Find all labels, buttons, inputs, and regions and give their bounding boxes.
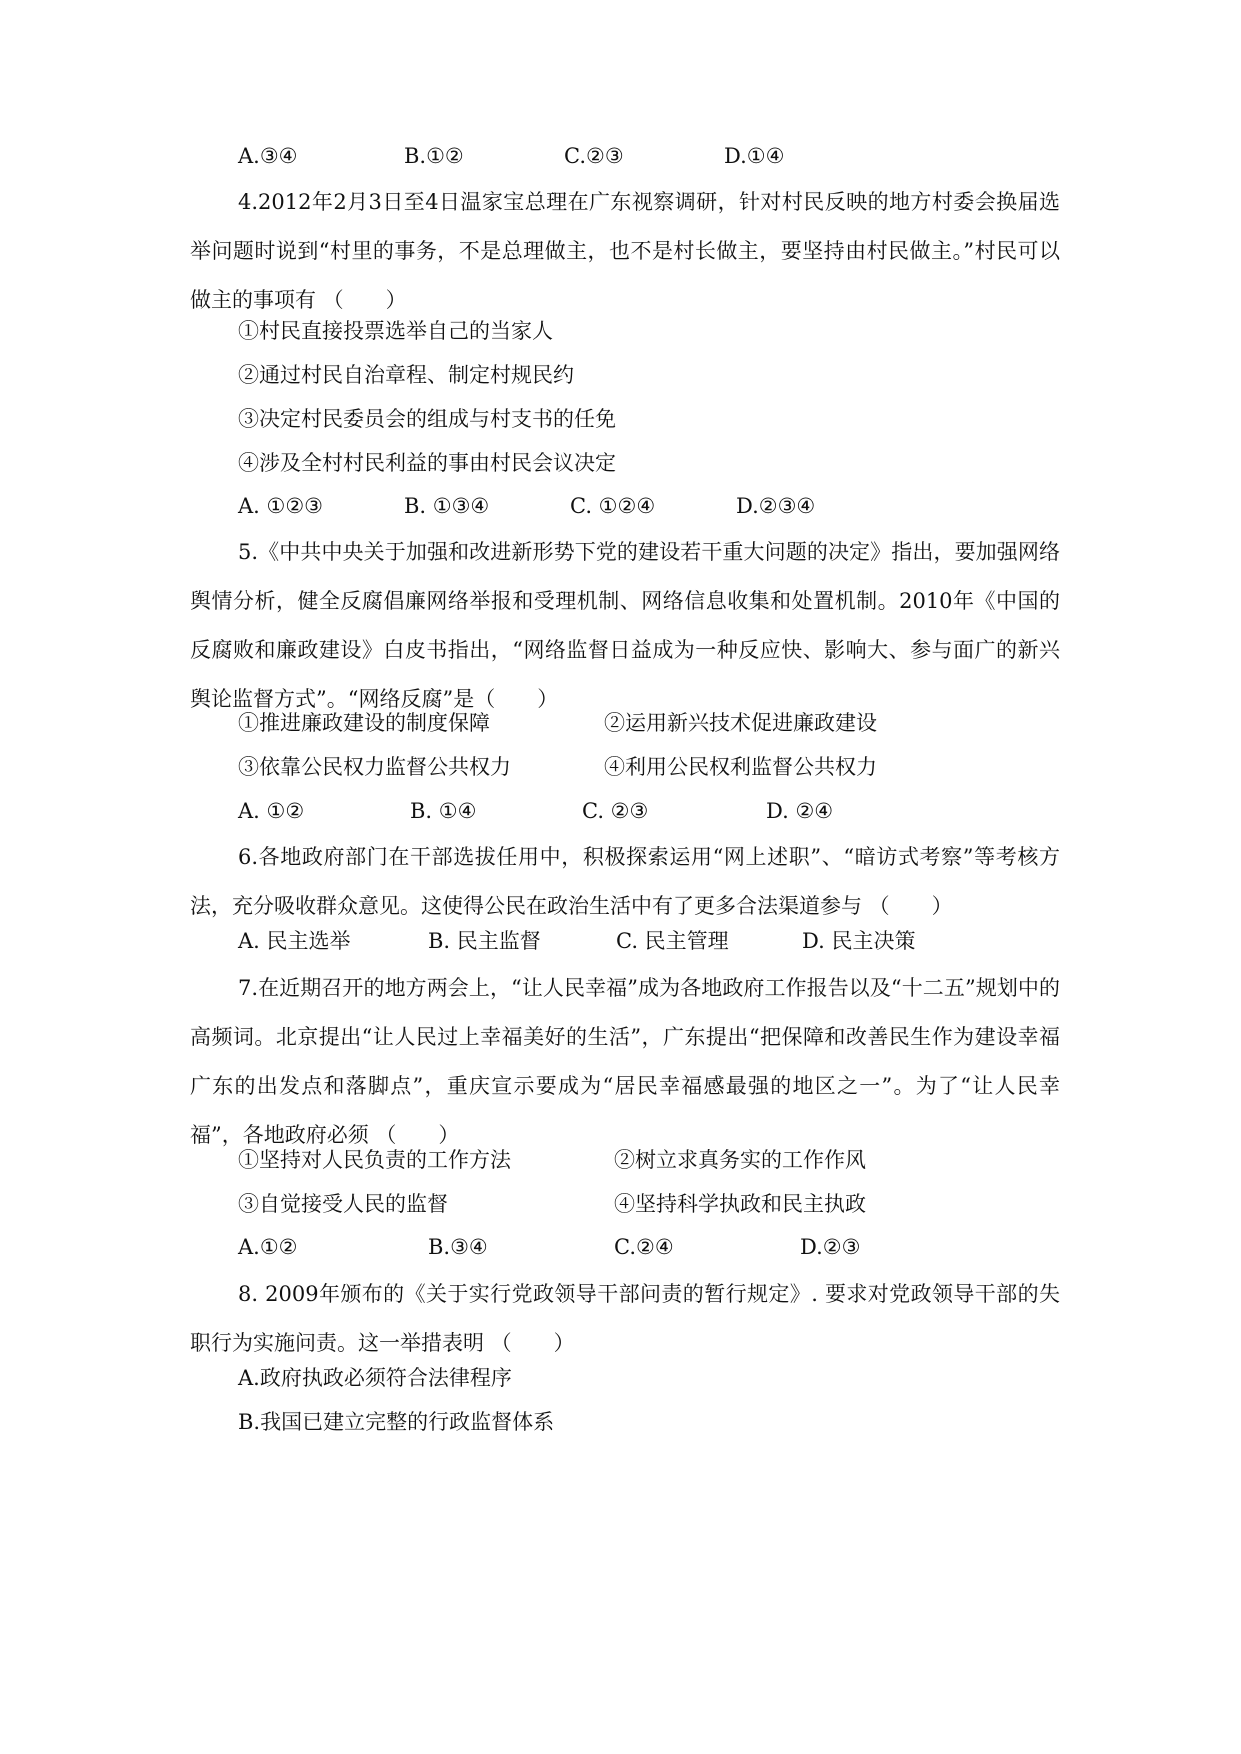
q8-option-a: A.政府执政必须符合法律程序 <box>238 1366 512 1390</box>
q4-stem: 4.2012年2月3日至4日温家宝总理在广东视察调研，针对村民反映的地方村委会换届选举问题时说到“村里的事务，不是总理做主，也不是村长做主，要坚持由村民做主。”村民可以做主的事项有 （ ） <box>190 190 1060 312</box>
q5-option-c: C. ②③ <box>582 799 649 823</box>
q6-option-d: D. 民主决策 <box>802 929 916 953</box>
q5-options <box>238 796 1058 826</box>
q7-item-3: ③自觉接受人民的监督 <box>238 1192 448 1216</box>
q5-item-3: ③依靠公民权力监督公共权力 <box>238 755 511 779</box>
q5-option-b: B. ①④ <box>410 799 477 823</box>
q3-option-c: C.②③ <box>564 144 624 168</box>
q7-item-2: ②树立求真务实的工作作风 <box>614 1148 866 1172</box>
q4-option-c: C. ①②④ <box>570 494 656 518</box>
q4-item-1: ①村民直接投票选举自己的当家人 <box>238 319 553 343</box>
q5-stem: 5.《中共中央关于加强和改进新形势下党的建设若干重大问题的决定》指出，要加强网络舆情分析，健全反腐倡廉网络举报和受理机制、网络信息收集和处置机制。2010年《中国的反腐败和廉政建设》白皮书指出，“网络监督日益成为一种反应快、影响大、参与面广的新兴舆论监督方式”。“网络反腐”是（ ） <box>190 540 1060 711</box>
q7-options <box>238 1232 1058 1262</box>
q4-item-4: ④涉及全村村民利益的事由村民会议决定 <box>238 451 616 475</box>
q7-item-4: ④坚持科学执政和民主执政 <box>614 1192 866 1216</box>
q7-option-a: A.①② <box>238 1235 298 1259</box>
q8-option-b: B.我国已建立完整的行政监督体系 <box>238 1410 555 1434</box>
q4-option-b: B. ①③④ <box>404 494 490 518</box>
q5-item-1: ①推进廉政建设的制度保障 <box>238 711 490 735</box>
q8-stem: 8. 2009年颁布的《关于实行党政领导干部问责的暂行规定》. 要求对党政领导干部的失职行为实施问责。这一举措表明 （ ） <box>190 1282 1060 1355</box>
q7-item-1: ①坚持对人民负责的工作方法 <box>238 1148 511 1172</box>
q4-options <box>238 491 1058 521</box>
q5-item-4: ④利用公民权利监督公共权力 <box>604 755 877 779</box>
q7-option-b: B.③④ <box>428 1235 488 1259</box>
q5-option-a: A. ①② <box>238 799 305 823</box>
q4-option-a: A. ①②③ <box>238 494 323 518</box>
q4-item-3: ③决定村民委员会的组成与村支书的任免 <box>238 407 616 431</box>
q6-stem: 6.各地政府部门在干部选拔任用中，积极探索运用“网上述职”、“暗访式考察”等考核方法，充分吸收群众意见。这使得公民在政治生活中有了更多合法渠道参与 （ ） <box>190 845 1060 918</box>
q6-option-c: C. 民主管理 <box>616 929 729 953</box>
q4-item-2: ②通过村民自治章程、制定村规民约 <box>238 363 574 387</box>
q7-stem: 7.在近期召开的地方两会上，“让人民幸福”成为各地政府工作报告以及“十二五”规划中的高频词。北京提出“让人民过上幸福美好的生活”，广东提出“把保障和改善民生作为建设幸福广东的出发点和落脚点”，重庆宣示要成为“居民幸福感最强的地区之一”。为了“让人民幸福”，各地政府必须 （ ） <box>190 976 1060 1147</box>
q4-option-d: D.②③④ <box>736 494 816 518</box>
q3-option-d: D.①④ <box>724 144 785 168</box>
q7-option-c: C.②④ <box>614 1235 674 1259</box>
q5-option-d: D. ②④ <box>766 799 834 823</box>
q3-option-a: A.③④ <box>238 144 298 168</box>
q5-item-2: ②运用新兴技术促进廉政建设 <box>604 711 877 735</box>
q3-option-b: B.①② <box>404 144 464 168</box>
q7-option-d: D.②③ <box>800 1235 861 1259</box>
q3-options <box>238 141 1058 171</box>
q6-option-b: B. 民主监督 <box>428 929 541 953</box>
q6-options <box>238 926 1058 956</box>
q6-option-a: A. 民主选举 <box>238 929 351 953</box>
